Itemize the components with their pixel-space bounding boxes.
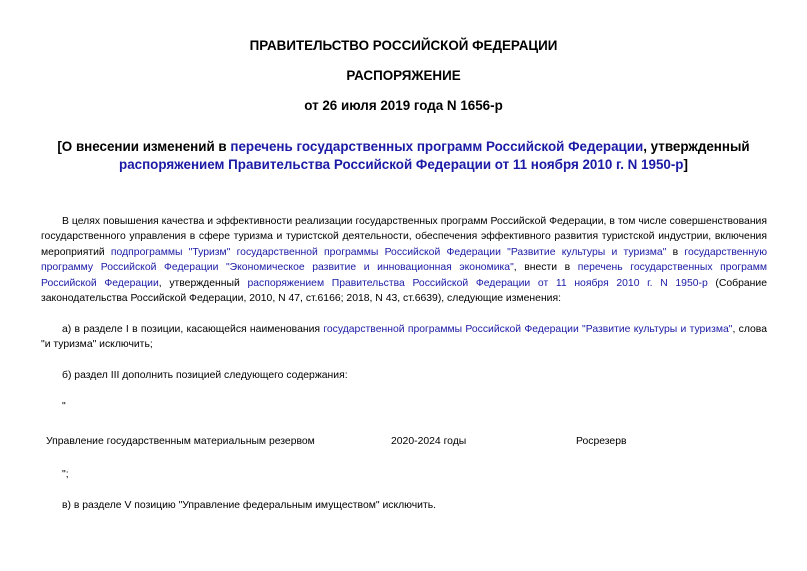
position-period-cell: 2020-2024 годы (391, 436, 467, 447)
paragraph-text: , утвержденный (158, 277, 248, 289)
title-text: ] (683, 157, 688, 172)
document-date-number: от 26 июля 2019 года N 1656-р (304, 98, 503, 113)
government-name: ПРАВИТЕЛЬСТВО РОССИЙСКОЙ ФЕДЕРАЦИИ (249, 38, 558, 53)
title-link-program-list[interactable]: перечень государственных программ Российской Федерации (230, 139, 644, 154)
link-program-culture-tourism[interactable]: государственной программы Российской Федерации "Развитие культуры и туризма" (323, 324, 733, 335)
quote-close: "; (62, 469, 69, 480)
item-b-paragraph: б) раздел III дополнить позицией следующего содержания: (62, 370, 348, 381)
link-order-1950[interactable]: распоряжением Правительства Российской Федерации от 11 ноября 2010 г. N 1950-р (247, 277, 708, 289)
item-c-paragraph: в) в разделе V позицию "Управление федеральным имуществом" исключить. (62, 500, 437, 511)
link-program-list[interactable]: перечень государственных программ Российской Федерации (41, 262, 767, 289)
title-link-order-1950[interactable]: распоряжением Правительства Российской Федерации от 11 ноября 2010 г. N 1950-р (119, 157, 684, 172)
position-executor-cell: Росрезерв (576, 436, 627, 447)
document-type: РАСПОРЯЖЕНИЕ (346, 68, 461, 83)
paragraph-text: В целях повышения качества и эффективности реализации государственных программ Российской Федерации, в том числе совершенствования государственного управления в сфере туризма и туристской деятельности, обеспечения эффективного развития туристской индустрии, включения мероприятий (41, 216, 767, 258)
quote-open: " (62, 401, 66, 412)
intro-paragraph (41, 214, 767, 306)
paragraph-text: в (666, 246, 685, 258)
position-name-cell: Управление государственным материальным резервом (46, 436, 315, 447)
link-subprogram-tourism[interactable]: подпрограммы "Туризм" государственной программы Российской Федерации "Развитие культуры и туризма" (110, 246, 667, 258)
link-program-economic-development[interactable]: государственную программу Российской Федерации "Экономическое развитие и инновационная экономика" (41, 246, 767, 274)
item-a-paragraph (41, 322, 767, 353)
paragraph-text: (Собрание законодательства Российской Федерации, 2010, N 47, ст.6166; 2018, N 43, ст.6639), следующие изменения: (41, 277, 767, 305)
title-text: , утвержденный (643, 139, 750, 154)
paragraph-text: а) в разделе I в позиции, касающейся наименования (62, 324, 324, 335)
paragraph-text: , слова "и туризма" исключить; (41, 324, 767, 351)
title-text: [О внесении изменений в (57, 139, 231, 154)
document-title (40, 138, 767, 174)
paragraph-text: , внести в (513, 262, 578, 274)
